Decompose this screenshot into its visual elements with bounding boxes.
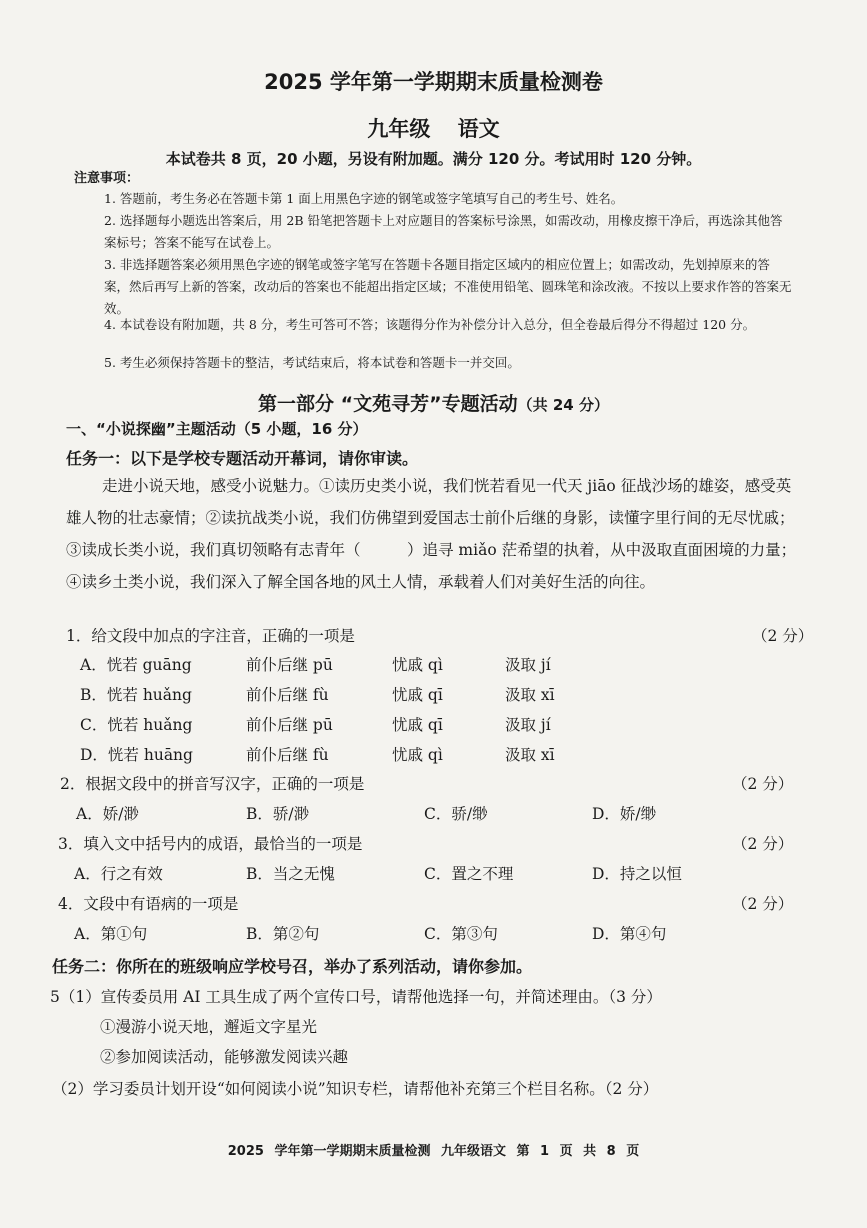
q1-option-a-3: 忧戚 qì xyxy=(392,656,443,674)
section-heading: 一、“小说探幽”主题活动（5 小题，16 分） xyxy=(66,420,368,438)
task-one-heading: 任务一：以下是学校专题活动开幕词，请你审读。 xyxy=(66,449,419,468)
exam-subtitle: 九年级 语文 xyxy=(367,117,500,141)
q1-option-d-1: D．恍若 huāng xyxy=(80,746,193,764)
q3-option-b: B．当之无愧 xyxy=(246,865,335,883)
q1-option-c-2: 前仆后继 pū xyxy=(246,716,333,734)
q3-option-c: C．置之不理 xyxy=(424,865,514,883)
q1-option-a-4: 汲取 jí xyxy=(505,656,551,674)
q1-option-a-2: 前仆后继 pū xyxy=(246,656,333,674)
exam-title: 2025 学年第一学期期末质量检测卷 xyxy=(264,70,603,94)
question-5-slogan-2: ②参加阅读活动，能够激发阅读兴趣 xyxy=(100,1048,349,1066)
q1-option-b-1: B．恍若 huǎng xyxy=(80,686,192,704)
exam-summary: 本试卷共 8 页，20 小题，另设有附加题。满分 120 分。考试用时 120 分钟。 xyxy=(165,150,702,168)
question-5-part-1: 5（1）宣传委员用 AI 工具生成了两个宣传口号，请帮他选择一句，并简述理由。（3 分） xyxy=(50,988,662,1006)
question-5-slogan-1: ①漫游小说天地，邂逅文字星光 xyxy=(100,1018,318,1036)
q1-option-c-3: 忧戚 qī xyxy=(392,716,443,734)
page-footer: 2025 学年第一学期期末质量检测 九年级语文 第 1 页 共 8 页 xyxy=(227,1144,640,1159)
q4-option-d: D．第④句 xyxy=(592,925,667,943)
question-1-stem: 1．给文段中加点的字注音，正确的一项是 xyxy=(66,627,355,645)
q2-option-c: C．骄/缈 xyxy=(424,805,488,823)
q4-option-b: B．第②句 xyxy=(246,925,320,943)
q1-option-c-1: C．恍若 huǎng xyxy=(80,716,193,734)
q1-option-d-3: 忧戚 qì xyxy=(392,746,443,764)
task-two-heading: 任务二：你所在的班级响应学校号召，举办了系列活动，请你参加。 xyxy=(52,957,533,976)
q1-option-b-4: 汲取 xī xyxy=(505,686,555,704)
q4-option-c: C．第③句 xyxy=(424,925,498,943)
part-title xyxy=(0,389,867,416)
q3-option-a: A．行之有效 xyxy=(74,865,163,883)
question-2-stem: 2．根据文段中的拼音写汉字，正确的一项是 xyxy=(60,775,365,793)
q1-option-c-4: 汲取 jí xyxy=(505,716,551,734)
q2-option-a: A．娇/渺 xyxy=(76,805,139,823)
notice-item-1: 1. 答题前，考生务必在答题卡第 1 面上用黑色字迹的钢笔或签字笔填写自己的考生号、姓名。 xyxy=(104,191,624,206)
question-1-points: （2 分） xyxy=(752,627,814,645)
q2-option-b: B．骄/渺 xyxy=(246,805,310,823)
notice-item-4: 4. 本试卷设有附加题，共 8 分，考生可答可不答；该题得分作为补偿分计入总分，但全卷最后得分不得超过 120 分。 xyxy=(104,317,756,332)
question-3-stem: 3．填入文中括号内的成语，最恰当的一项是 xyxy=(58,835,363,853)
notice-label: 注意事项： xyxy=(74,171,140,186)
passage: 走进小说天地，感受小说魅力。①读历史类小说，我们恍若看见一代天 jiāo 征战沙场的雄姿，感受英雄人物的壮志豪情；②读抗战类小说，我们仿佛望到爱国志士前仆后继的身影，读懂字里行间的无尽忧戚；③读成长类小说，我们真切领略有志青年（ ）追寻 miǎo 茫希望的执着，从中汲取直面困境的力量；④读乡土类小说，我们深入了解全国各地的风土人情，承载着人们对美好生活的向往。 xyxy=(66,477,797,591)
question-4-stem: 4．文段中有语病的一项是 xyxy=(58,895,239,913)
question-5-part-2: （2）学习委员计划开设“如何阅读小说”知识专栏，请帮他补充第三个栏目名称。（2 分） xyxy=(52,1080,659,1098)
q4-option-a: A．第①句 xyxy=(74,925,148,943)
q1-option-d-2: 前仆后继 fù xyxy=(246,746,329,764)
q1-option-d-4: 汲取 xī xyxy=(505,746,555,764)
notice-item-3: 3. 非选择题答案必须用黑色字迹的钢笔或签字笔写在答题卡各题目指定区域内的相应位置上；如需改动，先划掉原来的答案，然后再写上新的答案，改动后的答案也不能超出指定区域；不准使用铅笔、圆珠笔和涂改液。不按以上要求作答的答案无效。 xyxy=(104,257,792,316)
notice-item-2: 2. 选择题每小题选出答案后，用 2B 铅笔把答题卡上对应题目的答案标号涂黑，如需改动，用橡皮擦干净后，再选涂其他答案标号；答案不能写在试卷上。 xyxy=(104,213,783,250)
question-2-points: （2 分） xyxy=(732,775,794,793)
q1-option-a-1: A．恍若 guāng xyxy=(80,656,192,674)
q3-option-d: D．持之以恒 xyxy=(592,865,682,883)
notice-item-5: 5. 考生必须保持答题卡的整洁，考试结束后，将本试卷和答题卡一并交回。 xyxy=(104,355,520,370)
question-3-points: （2 分） xyxy=(732,835,794,853)
q1-option-b-2: 前仆后继 fù xyxy=(246,686,329,704)
q2-option-d: D．娇/缈 xyxy=(592,805,657,823)
q1-option-b-3: 忧戚 qī xyxy=(392,686,443,704)
question-4-points: （2 分） xyxy=(732,895,794,913)
part-title-text: 第一部分 “文苑寻芳”专题活动 xyxy=(258,393,518,415)
part-title-points: （共 24 分） xyxy=(517,396,609,414)
